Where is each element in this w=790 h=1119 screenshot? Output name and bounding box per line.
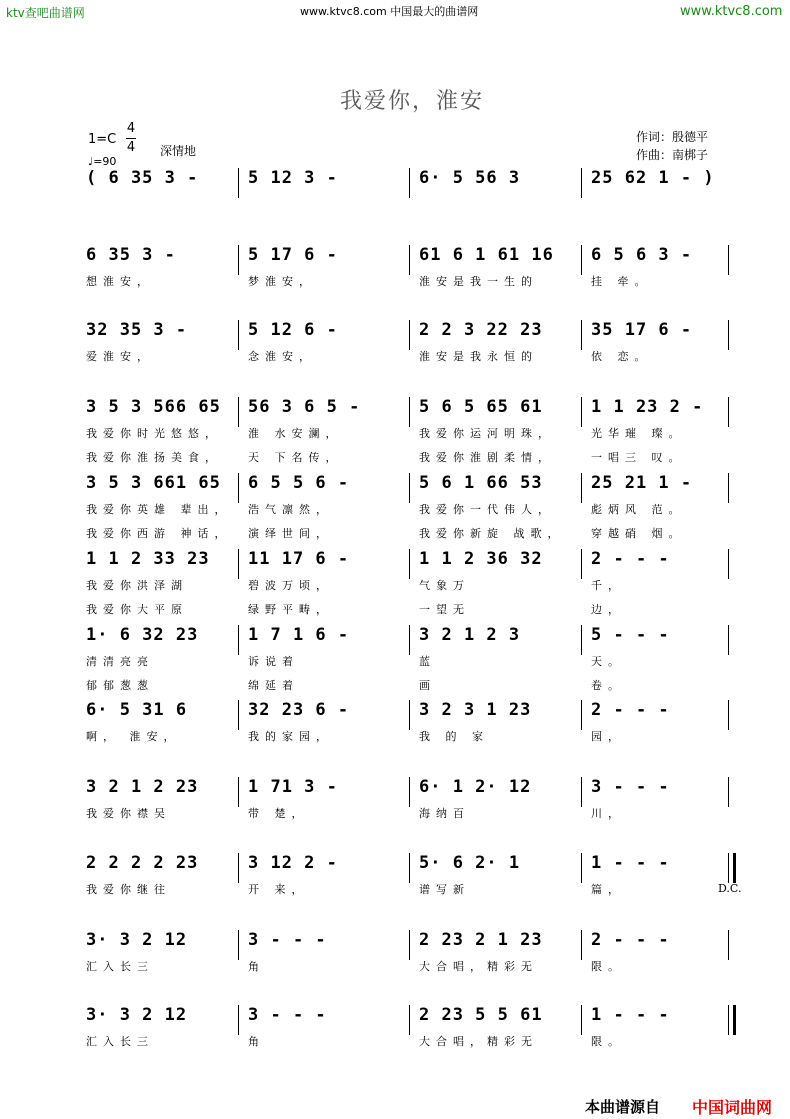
barline <box>409 625 410 655</box>
lyric-text: 光华璀 璨。 <box>591 427 686 440</box>
lyric-text: 边， <box>591 603 625 616</box>
barline <box>238 320 239 350</box>
measure-notes: 3· 3 2 12 <box>86 930 188 950</box>
score-row <box>84 168 744 220</box>
score-row <box>84 930 744 982</box>
lyric-text: 我的家园， <box>248 730 333 743</box>
measure-notes: 35 17 6 - <box>591 320 693 340</box>
lyric-text: 大合唱，精彩无 <box>419 1035 538 1048</box>
lyric-text: 蓝 <box>419 655 436 668</box>
lyric-text: 演绎世间， <box>248 527 333 540</box>
lyric-text: 天。 <box>591 655 625 668</box>
barline <box>728 1005 736 1035</box>
barline <box>581 168 582 198</box>
measure-notes: 1 - - - <box>591 1005 670 1025</box>
lyric-text: 郁郁葱葱 <box>86 679 154 692</box>
lyric-text: 带 楚， <box>248 807 309 820</box>
measure-notes: 2 2 3 22 23 <box>419 320 543 340</box>
measure-notes: ( 6 35 3 - <box>86 168 199 188</box>
measure-notes: 6· 5 56 3 <box>419 168 521 188</box>
lyric-text: 限。 <box>591 960 625 973</box>
footer-site-name: 中国词曲网 <box>692 1098 773 1117</box>
barline <box>728 930 729 960</box>
lyric-text: 气象万 <box>419 579 470 592</box>
header-site-right: www.ktvc8.com <box>680 4 783 19</box>
lyric-text: 角 <box>248 1035 265 1048</box>
measure-notes: 2 - - - <box>591 930 670 950</box>
barline <box>409 473 410 503</box>
lyric-text: 大合唱，精彩无 <box>419 960 538 973</box>
measure-notes: 5 - - - <box>591 625 670 645</box>
lyric-text: 穿越硝 烟。 <box>591 527 686 540</box>
lyric-text: 天 下名传， <box>248 451 343 464</box>
measure-notes: 6 5 5 6 - <box>248 473 350 493</box>
measure-notes: 3 - - - <box>248 1005 327 1025</box>
barline <box>238 853 239 883</box>
measure-notes: 1 1 2 36 32 <box>419 549 543 569</box>
measure-notes: 3 - - - <box>248 930 327 950</box>
barline <box>409 700 410 730</box>
barline <box>581 700 582 730</box>
lyric-text: 千， <box>591 579 625 592</box>
measure-notes: 5 6 1 66 53 <box>419 473 543 493</box>
lyric-text: 川， <box>591 807 625 820</box>
lyric-text: 我爱你继往 <box>86 883 171 896</box>
barline <box>409 168 410 198</box>
barline <box>728 777 729 807</box>
lyric-text: 画 <box>419 679 436 692</box>
lyricist-credit: 作词：殷德平 <box>636 130 709 144</box>
lyric-text: 碧波万顷， <box>248 579 333 592</box>
lyric-text: 一唱三 叹。 <box>591 451 686 464</box>
lyric-text: 开 来， <box>248 883 309 896</box>
measure-notes: 5 17 6 - <box>248 245 338 265</box>
expression-mark: 深情地 <box>160 144 197 158</box>
lyric-text: 海纳百 <box>419 807 470 820</box>
barline <box>238 397 239 427</box>
lyric-text: 绿野平畴， <box>248 603 333 616</box>
lyric-text: 我爱你淮剧柔情， <box>419 451 555 464</box>
barline <box>409 245 410 275</box>
measure-notes: 1 7 1 6 - <box>248 625 350 645</box>
score-row <box>84 549 744 616</box>
footer-source-label: 本曲谱源自 <box>585 1098 661 1116</box>
barline <box>238 777 239 807</box>
barline <box>728 625 729 655</box>
barline <box>581 930 582 960</box>
measure-notes: 3 5 3 661 65 <box>86 473 221 493</box>
barline <box>409 853 410 883</box>
lyric-text: 淮 水安澜， <box>248 427 343 440</box>
barline <box>728 245 729 275</box>
measure-notes: 5 12 3 - <box>248 168 338 188</box>
barline <box>581 1005 582 1035</box>
lyric-text: 依 恋。 <box>591 350 652 363</box>
barline <box>238 1005 239 1035</box>
measure-notes: 6· 5 31 6 <box>86 700 188 720</box>
barline <box>409 549 410 579</box>
lyric-text: 篇， <box>591 883 625 896</box>
barline <box>238 245 239 275</box>
measure-notes: 1 - - - <box>591 853 670 873</box>
lyric-text: 园， <box>591 730 625 743</box>
lyric-text: 我爱你洪泽湖 <box>86 579 188 592</box>
measure-notes: 3 12 2 - <box>248 853 338 873</box>
lyric-text: 我爱你英雄 辈出， <box>86 503 232 516</box>
measure-notes: 1 1 23 2 - <box>591 397 704 417</box>
time-bottom: 4 <box>126 140 136 155</box>
measure-notes: 2 - - - <box>591 700 670 720</box>
lyric-text: 清清亮亮 <box>86 655 154 668</box>
score-row <box>84 473 744 540</box>
measure-notes: 3 2 1 2 23 <box>86 777 199 797</box>
song-title: 我爱你，淮安 <box>340 89 485 114</box>
barline <box>728 853 736 883</box>
lyric-text: 浩气凛然， <box>248 503 333 516</box>
barline <box>238 930 239 960</box>
measure-notes: 5 12 6 - <box>248 320 338 340</box>
measure-notes: 25 21 1 - <box>591 473 693 493</box>
lyric-text: 卷。 <box>591 679 625 692</box>
lyric-text: 我爱你襟吴 <box>86 807 171 820</box>
lyric-text: 我爱你运河明珠， <box>419 427 555 440</box>
score-row <box>84 700 744 752</box>
composer-credit: 作曲：南梆子 <box>636 148 709 162</box>
barline <box>581 397 582 427</box>
score-row <box>84 777 744 829</box>
measure-notes: 5· 6 2· 1 <box>419 853 521 873</box>
measure-notes: 1· 6 32 23 <box>86 625 199 645</box>
barline <box>581 245 582 275</box>
barline <box>409 777 410 807</box>
measure-notes: 2 - - - <box>591 549 670 569</box>
measure-notes: 3 - - - <box>591 777 670 797</box>
lyric-text: 我 的 家 <box>419 730 489 743</box>
barline <box>581 625 582 655</box>
barline <box>238 700 239 730</box>
barline <box>238 168 239 198</box>
measure-notes: 1 1 2 33 23 <box>86 549 210 569</box>
measure-notes: 3 2 3 1 23 <box>419 700 532 720</box>
score-row <box>84 853 744 905</box>
lyric-text: 我爱你大平原 <box>86 603 188 616</box>
lyric-text: 绵延着 <box>248 679 299 692</box>
barline <box>409 930 410 960</box>
measure-notes: 2 23 2 1 23 <box>419 930 543 950</box>
barline <box>728 397 729 427</box>
lyric-text: 限。 <box>591 1035 625 1048</box>
measure-notes: 1 71 3 - <box>248 777 338 797</box>
measure-notes: 6 5 6 3 - <box>591 245 693 265</box>
barline <box>581 320 582 350</box>
lyric-text: 淮安是我永恒的 <box>419 350 538 363</box>
score-row <box>84 397 744 464</box>
lyric-text: 念淮安， <box>248 350 316 363</box>
measure-notes: 5 6 5 65 61 <box>419 397 543 417</box>
measure-notes: 56 3 6 5 - <box>248 397 361 417</box>
measure-notes: 25 62 1 - ) <box>591 168 715 188</box>
score-row <box>84 1005 744 1057</box>
measure-notes: 61 6 1 61 16 <box>419 245 554 265</box>
lyric-text: 我爱你一代伟人， <box>419 503 555 516</box>
lyric-text: 一望无 <box>419 603 470 616</box>
barline <box>728 549 729 579</box>
score-row <box>84 245 744 297</box>
barline <box>728 473 729 503</box>
measure-notes: 6 35 3 - <box>86 245 176 265</box>
measure-notes: 6· 1 2· 12 <box>419 777 532 797</box>
barline <box>238 625 239 655</box>
barline <box>409 397 410 427</box>
lyric-text: 啊， 淮安， <box>86 730 181 743</box>
da-capo-mark: D.C. <box>718 882 742 895</box>
measure-notes: 3 2 1 2 3 <box>419 625 521 645</box>
barline <box>581 777 582 807</box>
barline <box>728 320 729 350</box>
lyric-text: 淮安是我一生的 <box>419 275 538 288</box>
measure-notes: 3· 3 2 12 <box>86 1005 188 1025</box>
lyric-text: 谱写新 <box>419 883 470 896</box>
barline <box>581 853 582 883</box>
score-row <box>84 625 744 692</box>
lyric-text: 挂 牵。 <box>591 275 652 288</box>
barline <box>728 700 729 730</box>
lyric-text: 汇入长三 <box>86 960 154 973</box>
lyric-text: 我爱你新旋 战歌， <box>419 527 565 540</box>
key-signature: 1=C <box>88 132 117 147</box>
barline <box>409 320 410 350</box>
lyric-text: 诉说着 <box>248 655 299 668</box>
barline <box>581 549 582 579</box>
score-row <box>84 320 744 372</box>
lyric-text: 我爱你淮扬美食， <box>86 451 222 464</box>
measure-notes: 2 2 2 2 23 <box>86 853 199 873</box>
measure-notes: 3 5 3 566 65 <box>86 397 221 417</box>
lyric-text: 彪炳风 范。 <box>591 503 686 516</box>
tempo-mark: ♩=90 <box>88 155 117 168</box>
time-top: 4 <box>126 121 136 136</box>
lyric-text: 角 <box>248 960 265 973</box>
measure-notes: 11 17 6 - <box>248 549 350 569</box>
lyric-text: 想淮安， <box>86 275 154 288</box>
time-signature <box>126 120 136 157</box>
measure-notes: 32 23 6 - <box>248 700 350 720</box>
lyric-text: 爱淮安， <box>86 350 154 363</box>
barline <box>581 473 582 503</box>
measure-notes: 2 23 5 5 61 <box>419 1005 543 1025</box>
barline <box>409 1005 410 1035</box>
lyric-text: 我爱你时光悠悠， <box>86 427 222 440</box>
measure-notes: 32 35 3 - <box>86 320 188 340</box>
barline <box>238 549 239 579</box>
lyric-text: 我爱你西游 神话， <box>86 527 232 540</box>
lyric-text: 汇入长三 <box>86 1035 154 1048</box>
header-site-left: ktv查吧曲谱网 <box>6 6 85 20</box>
barline <box>238 473 239 503</box>
lyric-text: 梦淮安， <box>248 275 316 288</box>
header-site-center: www.ktvc8.com 中国最大的曲谱网 <box>300 5 479 18</box>
